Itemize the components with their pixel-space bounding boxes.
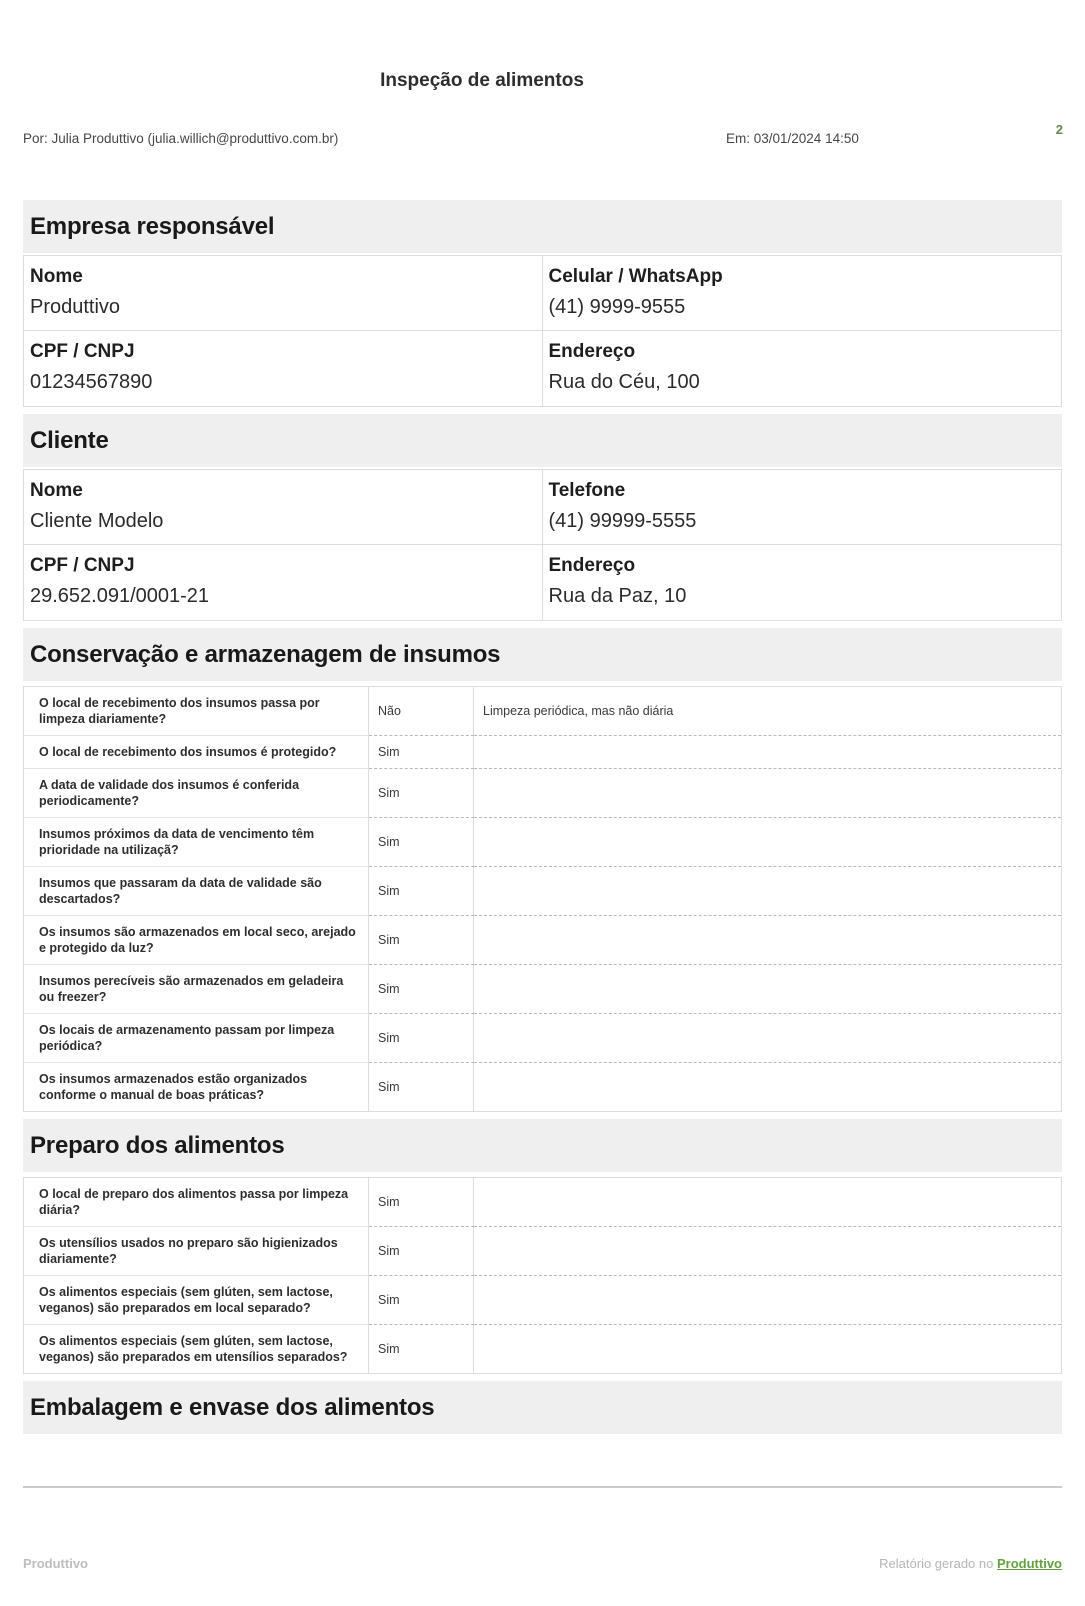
byline-row [23,131,1062,148]
checklist-row [24,965,1061,1014]
question-cell: Insumos que passaram da data de validade são descartados? [24,867,369,916]
checklist-row [24,1014,1061,1063]
answer-cell: Sim [369,1227,474,1276]
field-value: Rua do Céu, 100 [548,370,700,393]
comment-cell [474,965,1061,1014]
info-field [543,470,1062,545]
answer-cell: Sim [369,1178,474,1227]
field-label: Telefone [548,480,626,501]
comment-cell [474,867,1061,916]
section-company [23,200,1062,407]
section-header-preparation [23,1119,1062,1172]
byline-date: Em: 03/01/2024 14:50 [726,131,859,146]
section-header-storage [23,628,1062,681]
info-field [24,331,543,406]
footer-brand: Produttivo [23,1556,88,1571]
packaging-empty-area [23,1436,1062,1488]
answer-cell: Sim [369,736,474,769]
question-cell: A data de validade dos insumos é conferida periodicamente? [24,769,369,818]
answer-cell: Sim [369,1063,474,1111]
field-value: Cliente Modelo [30,509,164,532]
answer-cell: Sim [369,916,474,965]
question-cell: Os insumos são armazenados em local seco, arejado e protegido da luz? [24,916,369,965]
checklist-row [24,1325,1061,1373]
page-footer [23,1556,1062,1571]
field-label: Nome [30,266,83,287]
field-value: 01234567890 [30,370,153,393]
comment-cell [474,1014,1061,1063]
comment-cell [474,1325,1061,1373]
section-header-company [23,200,1062,253]
question-cell: Insumos perecíveis são armazenados em geladeira ou freezer? [24,965,369,1014]
field-value: (41) 99999-5555 [548,509,697,532]
checklist-row [24,769,1061,818]
question-cell: O local de preparo dos alimentos passa por limpeza diária? [24,1178,369,1227]
answer-cell: Sim [369,769,474,818]
document-page [0,70,1085,1571]
section-packaging [23,1381,1062,1488]
footer-produttivo-link[interactable]: Produttivo [997,1556,1062,1571]
page-title: Inspeção de alimentos [380,70,584,91]
question-cell: Os alimentos especiais (sem glúten, sem lactose, veganos) são preparados em local separado? [24,1276,369,1325]
section-header-packaging [23,1381,1062,1434]
field-value: 29.652.091/0001-21 [30,584,210,607]
field-label: Endereço [548,341,636,362]
info-field [24,256,543,331]
field-value: Produttivo [30,295,121,318]
section-preparation-checklist [23,1119,1062,1374]
section-title: Conservação e armazenagem de insumos [30,640,501,668]
comment-cell [474,769,1061,818]
answer-cell: Sim [369,1276,474,1325]
info-field [543,545,1062,620]
comment-cell [474,916,1061,965]
checklist-row [24,687,1061,736]
checklist-row [24,1178,1061,1227]
info-field [24,545,543,620]
field-value: Rua da Paz, 10 [548,584,687,607]
section-title: Empresa responsável [30,212,275,240]
field-label: Celular / WhatsApp [548,266,723,287]
comment-cell [474,736,1061,769]
section-title: Embalagem e envase dos alimentos [30,1393,435,1421]
field-label: CPF / CNPJ [30,555,135,576]
comment-cell [474,1227,1061,1276]
checklist-row [24,867,1061,916]
section-title: Cliente [30,426,109,454]
answer-cell: Sim [369,818,474,867]
field-value: (41) 9999-9555 [548,295,686,318]
answer-cell: Não [369,687,474,736]
question-cell: Os insumos armazenados estão organizados conforme o manual de boas práticas? [24,1063,369,1111]
checklist-row [24,818,1061,867]
answer-cell: Sim [369,1014,474,1063]
field-label: CPF / CNPJ [30,341,135,362]
answer-cell: Sim [369,965,474,1014]
checklist-row [24,1227,1061,1276]
checklist-row [24,736,1061,769]
comment-cell [474,1276,1061,1325]
preparation-checklist-table [23,1177,1062,1374]
question-cell: Os locais de armazenamento passam por limpeza periódica? [24,1014,369,1063]
question-cell: O local de recebimento dos insumos é protegido? [24,736,369,769]
field-label: Nome [30,480,83,501]
section-title: Preparo dos alimentos [30,1131,285,1159]
storage-checklist-table [23,686,1062,1112]
question-cell: Os utensílios usados no preparo são higienizados diariamente? [24,1227,369,1276]
section-header-client [23,414,1062,467]
info-field [24,470,543,545]
question-cell: Insumos próximos da data de vencimento têm prioridade na utilizaçã? [24,818,369,867]
comment-cell [474,1178,1061,1227]
checklist-row [24,1063,1061,1111]
answer-cell: Sim [369,1325,474,1373]
checklist-row [24,916,1061,965]
checklist-row [24,1276,1061,1325]
footer-generated-text: Relatório gerado no [879,1556,994,1571]
byline-author: Por: Julia Produttivo (julia.willich@produttivo.com.br) [23,131,339,146]
footer-generated [879,1556,1062,1571]
comment-cell [474,1063,1061,1111]
section-storage-checklist [23,628,1062,1112]
comment-cell: Limpeza periódica, mas não diária [474,687,1061,736]
client-info-grid [23,469,1062,621]
question-cell: Os alimentos especiais (sem glúten, sem lactose, veganos) são preparados em utensílios separados? [24,1325,369,1373]
question-cell: O local de recebimento dos insumos passa por limpeza diariamente? [24,687,369,736]
answer-cell: Sim [369,867,474,916]
company-info-grid [23,255,1062,407]
info-field [543,256,1062,331]
field-label: Endereço [548,555,636,576]
info-field [543,331,1062,406]
page-number: 2 [1055,122,1063,137]
comment-cell [474,818,1061,867]
section-client [23,414,1062,621]
